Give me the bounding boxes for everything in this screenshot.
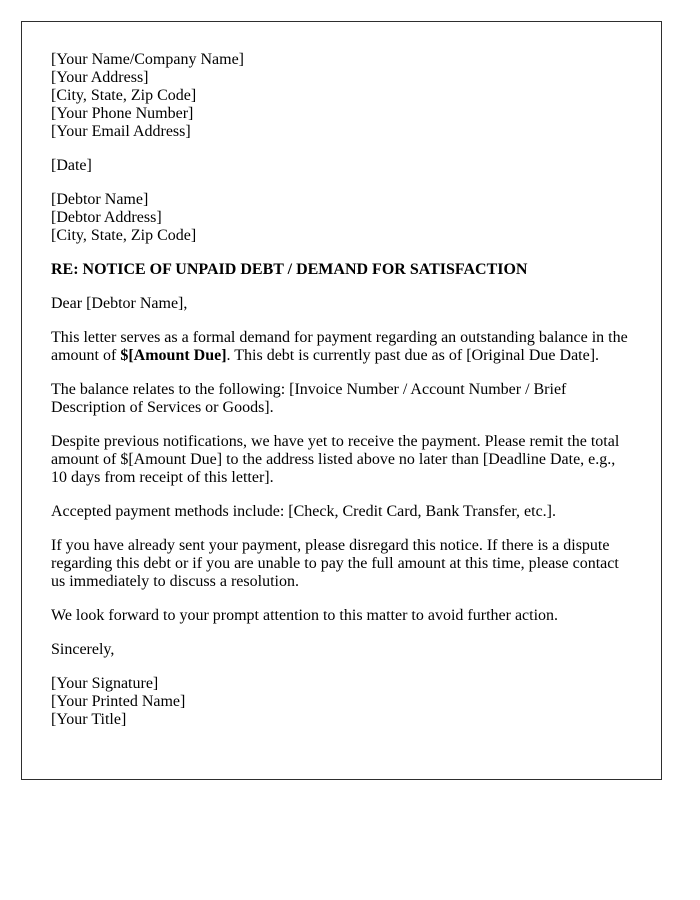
paragraph-closing-statement: We look forward to your prompt attention to this matter to avoid further action. bbox=[51, 607, 559, 624]
paragraph-balance-details: The balance relates to the following: [Invoice Number / Account Number / Brief Description of Services or Goods]. bbox=[51, 381, 567, 416]
sender-city-state-zip-line: [City, State, Zip Code] bbox=[51, 87, 197, 104]
signature-line: [Your Signature] bbox=[51, 675, 159, 692]
debtor-name-line: [Debtor Name] bbox=[51, 191, 149, 208]
recipient-address-block bbox=[51, 191, 631, 245]
sender-email-line: [Your Email Address] bbox=[51, 123, 191, 140]
paragraph-dispute-notice: If you have already sent your payment, please disregard this notice. If there is a dispute regarding this debt or if you are unable to pay the full amount at this time, please contact us immediately to discuss a resolution. bbox=[51, 537, 619, 590]
paragraph-payment-methods: Accepted payment methods include: [Check, Credit Card, Bank Transfer, etc.]. bbox=[51, 503, 556, 520]
paragraph-demand bbox=[51, 329, 631, 365]
amount-due-bold-text: $[Amount Due] bbox=[120, 347, 227, 364]
sender-phone-line: [Your Phone Number] bbox=[51, 105, 194, 122]
paragraph-demand-pre-text: This letter serves as a formal demand for payment regarding an outstanding balance in the amount of bbox=[51, 329, 628, 364]
debtor-city-state-zip-line: [City, State, Zip Code] bbox=[51, 227, 197, 244]
sender-name-line: [Your Name/Company Name] bbox=[51, 51, 245, 68]
date-line: [Date] bbox=[51, 157, 92, 174]
signature-block bbox=[51, 675, 631, 729]
sender-address-line: [Your Address] bbox=[51, 69, 149, 86]
sign-off-line: Sincerely, bbox=[51, 641, 115, 658]
sender-address-block bbox=[51, 51, 631, 141]
letter-document bbox=[21, 21, 662, 780]
subject-line: RE: NOTICE OF UNPAID DEBT / DEMAND FOR SATISFACTION bbox=[51, 261, 528, 278]
debtor-address-line: [Debtor Address] bbox=[51, 209, 162, 226]
paragraph-remit-instructions: Despite previous notifications, we have yet to receive the payment. Please remit the total amount of $[Amount Due] to the address listed above no later than [Deadline Date, e.g., 10 days from receipt of this letter]. bbox=[51, 433, 620, 486]
title-line: [Your Title] bbox=[51, 711, 127, 728]
paragraph-demand-post-text: . This debt is currently past due as of [Original Due Date]. bbox=[226, 347, 600, 364]
printed-name-line: [Your Printed Name] bbox=[51, 693, 186, 710]
salutation-line: Dear [Debtor Name], bbox=[51, 295, 188, 312]
